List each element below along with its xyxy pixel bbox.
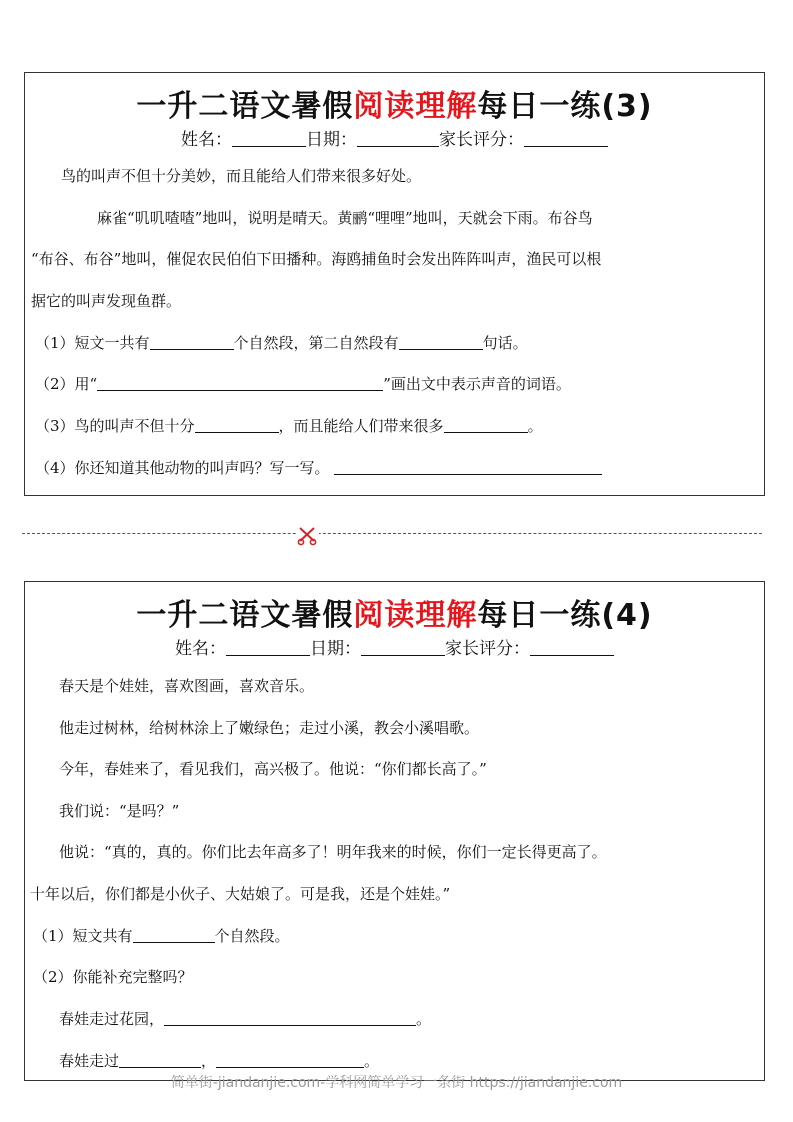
title-prefix: 一升二语文暑假 [136,598,354,633]
question-2-item-2 [59,1051,379,1071]
passage-line: 春天是个娃娃，喜欢图画，喜欢音乐。 [59,677,315,695]
answer-blank[interactable] [119,1051,201,1068]
answer-blank[interactable] [195,416,279,433]
name-blank[interactable] [226,639,310,656]
question-text: （2）用“ [35,375,98,393]
date-blank[interactable] [361,639,445,656]
name-blank[interactable] [232,130,306,147]
question-text: 。 [416,1010,432,1028]
answer-blank[interactable] [444,416,528,433]
passage-line: 据它的叫声发现鱼群。 [31,292,182,310]
passage-line: “布谷、布谷”地叫，催促农民伯伯下田播种。海鸥捕鱼时会发出阵阵叫声，渔民可以根 [31,250,602,268]
worksheet-3 [24,72,765,496]
parent-score-label: 家长评分： [439,130,524,150]
passage-line: 十年以后，你们都是小伙子、大姑娘了。可是我，还是个娃娃。” [30,885,451,903]
passage-line: 鸟的叫声不但十分美妙，而且能给人们带来很多好处。 [61,167,422,185]
question-text: 。 [527,417,543,435]
question-text: （1）短文一共有 [35,334,150,352]
scissors-icon [297,524,319,546]
question-2-item-1 [59,1009,431,1029]
worksheet-title [25,590,764,634]
student-info-row [25,125,764,150]
question-text: ”画出文中表示声音的词语。 [383,375,571,393]
worksheet-4 [24,581,765,1081]
question-text: 个自然段。 [214,927,290,945]
date-blank[interactable] [357,130,439,147]
title-highlight: 阅读理解 [353,598,478,633]
question-1 [33,926,290,946]
answer-blank[interactable] [133,926,215,943]
question-3 [35,416,543,436]
passage-line: 今年，春娃来了，看见我们，高兴极了。他说：“你们都长高了。” [59,760,487,778]
date-label: 日期： [306,130,357,150]
title-prefix: 一升二语文暑假 [136,89,354,124]
question-text: （1）短文共有 [33,927,133,945]
answer-blank[interactable] [150,333,234,350]
footer-watermark[interactable]: 简单街-jiandanjie.com-学科网简单学习一条街 https://jiandanjie.com [170,1075,623,1091]
worksheet-title [25,81,764,125]
question-text: 春娃走过 [59,1052,120,1070]
question-text: （3）鸟的叫声不但十分 [35,417,195,435]
answer-blank[interactable] [216,1051,364,1068]
question-text: 。 [364,1052,380,1070]
question-2: （2）你能补充完整吗？ [33,968,193,986]
passage-line: 麻雀“叽叽喳喳”地叫，说明是晴天。黄鹂“哩哩”地叫，天就会下雨。布谷鸟 [97,209,593,227]
name-label: 姓名： [175,639,226,659]
question-4 [35,458,602,478]
question-text: 个自然段，第二自然段有 [233,334,399,352]
passage-line: 他走过树林，给树林涂上了嫩绿色；走过小溪，教会小溪唱歌。 [59,719,480,737]
title-suffix: 每日一练(4) [477,598,653,633]
passage-line: 他说：“真的，真的。你们比去年高多了！明年我来的时候，你们一定长得更高了。 [59,843,607,861]
cut-line [22,533,762,534]
student-info-row [25,634,764,659]
answer-blank[interactable] [164,1009,416,1026]
passage-line: 我们说：“是吗？” [59,802,180,820]
parent-score-blank[interactable] [530,639,614,656]
date-label: 日期： [310,639,361,659]
question-1 [35,333,528,353]
question-text: （4）你还知道其他动物的叫声吗？写一写。 [35,459,330,477]
answer-blank[interactable] [97,374,383,391]
question-2 [35,374,571,394]
parent-score-label: 家长评分： [445,639,530,659]
answer-blank[interactable] [399,333,483,350]
question-text: ， [201,1052,217,1070]
parent-score-blank[interactable] [524,130,608,147]
name-label: 姓名： [181,130,232,150]
title-suffix: 每日一练(3) [477,89,653,124]
question-text: 句话。 [482,334,528,352]
title-highlight: 阅读理解 [353,89,478,124]
question-text: ，而且能给人们带来很多 [278,417,444,435]
question-text: 春娃走过花园， [59,1010,165,1028]
answer-blank[interactable] [334,458,602,475]
